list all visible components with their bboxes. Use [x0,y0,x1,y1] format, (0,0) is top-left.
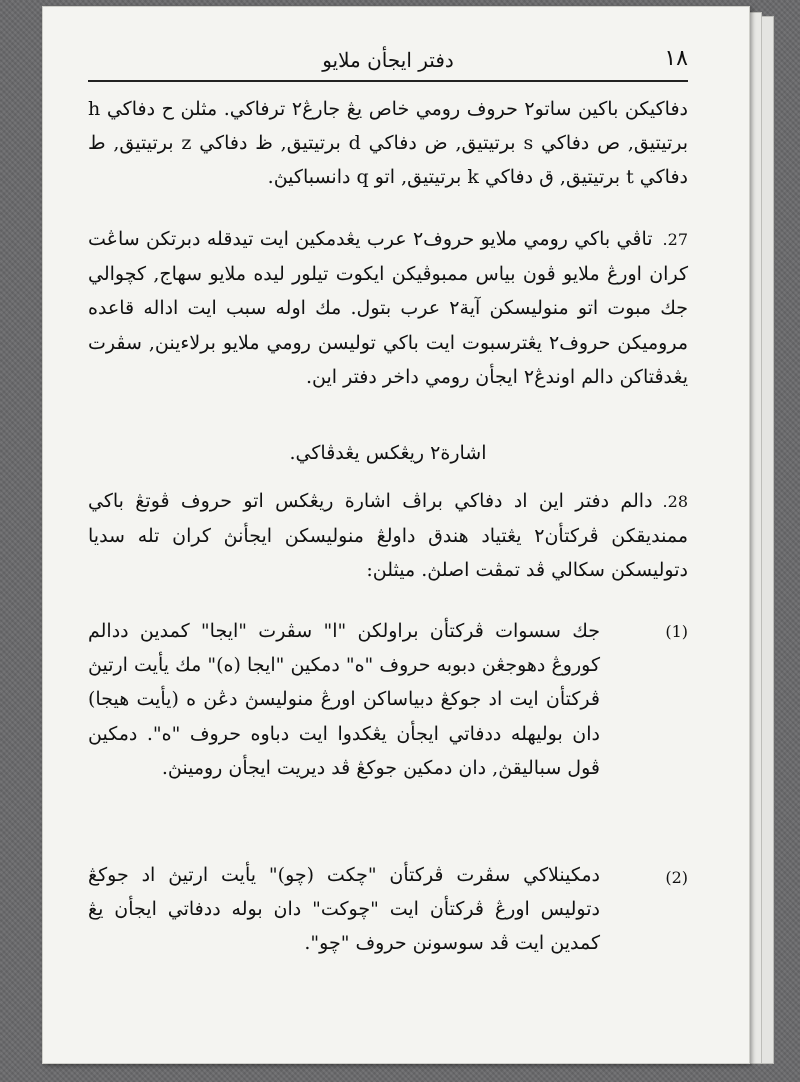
paragraph [88,484,688,588]
paragraph-number: 27. [662,230,688,249]
page-number: ١٨ [664,46,688,71]
running-title: دفتر ايجأن ملايو [322,48,454,72]
section-heading: اشارة٢ ريڠكس يڠدڤاكي. [289,442,487,464]
paragraph-text: تاڤي باكي رومي ملايو حروف٢ عرب يڠدمكين ايت تيدقله دبرتكن ساڠت كران اورڠ ملايو ڤون بياس ممبوڤيكن ايكوت تيلور ليده ملايو سهاج, كچوالي جك مبوت اتو منوليسكن آية٢ عرب بتول. مك اوله سبب ايت اداله قاعده مروميكن حروف٢ يڠترسبوت ايت باكي توليسن رومي ملايو برلاءينن, سڤرت يڠدڤتاكن دالم اوندڠ٢ ايجأن رومي داخر دفتر اين. [88,228,688,388]
list-item-number: (2) [665,868,688,887]
list-item-text: دمكينلاكي سڤرت ڤركتأن "چكت (چو)" يأيت ارتيڽ اد جوكڠ دتوليس اورڠ ڤركتأن ايت "چوكت" دان بوله ددفاتي ايجأن يڠ كمدين ايت ڤد سوسونن حروف "چو". [88,864,600,955]
paragraph-number: 28. [662,492,688,511]
paragraph-text: دفاكيكن باكين ساتو٢ حروف رومي خاص يڠ جارڠ٢ ترفاكي. مثلن ح دفاكي h برتيتيق, ص دفاكي s برتيتيق, ض دفاكي d برتيتيق, ظ دفاكي z برتيتيق, ط دفاكي t برتيتيق, ق دفاكي k برتيتيق, اتو q دانسباکيڽ. [88,98,689,189]
paragraph [88,222,688,394]
paragraph-text: دالم دفتر اين اد دفاكي براڤ اشارة ريڠكس اتو حروف ڤوتڠ باكي ممنديقكن ڤركتأن٢ يڠتياد هندق داولڠ منوليسكن ايجأنڽ كران تله سديا دتوليسكن سكالي ڤد تمڤت اصلڽ. ميثلن: [88,490,688,582]
page-header [88,46,688,80]
paragraph [88,92,688,195]
header-rule [88,80,688,82]
list-item-number: (1) [665,622,688,641]
list-item-text: جك سسوات ڤركتأن براولكن "ا" سڤرت "ايجا" كمدين ددالم كوروڠ دهوجڠن دبوبه حروف "ه" دمكين "ايجا (ه)" مك يأيت ارتيڽ ڤركتأن ايت اد جوكڠ دبياساكن اورڠ منوليسڽ دڠن ه (يأيت هيجا) دان بوليهله ددفاتي ايجأن يڠكدوا ايت دباوه حروف "ه". دمكين ڤول سباليقڽ, دان دمكين جوكڠ ڤد ديريت ايجأن رومينڽ. [88,620,600,779]
